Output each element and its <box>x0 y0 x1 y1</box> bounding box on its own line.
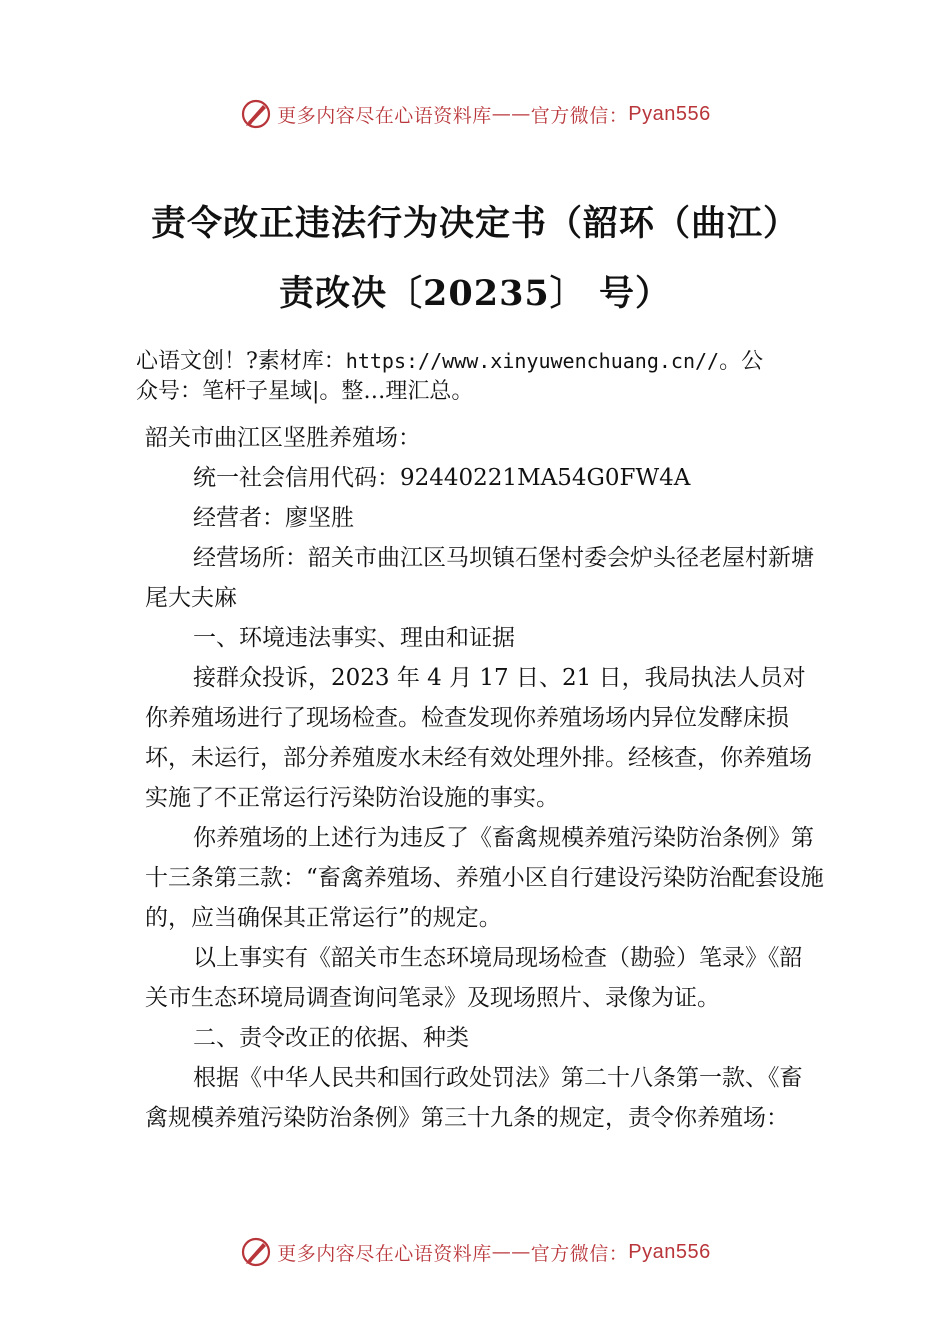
address: 经营场所：韶关市曲江区马坝镇石堡村委会炉头径老屋村新塘尾大夫麻 <box>145 545 814 611</box>
promo-suffix: 。公 <box>719 349 764 374</box>
credit-code: 统一社会信用代码：92440221MA54G0FW4A <box>193 465 691 491</box>
watermark-text: 更多内容尽在心语资料库 <box>277 104 492 127</box>
section2-paragraph1: 根据《中华人民共和国行政处罚法》第二十八条第一款、《畜禽规模养殖污染防治条例》第三十九条的规定，责令你养殖场： <box>145 1065 803 1131</box>
watermark-id: Pyan556 <box>628 102 711 125</box>
promo-url: https://www.xinyuwenchuang.cn// <box>345 349 720 373</box>
promo-line1 <box>136 346 836 377</box>
watermark-label: 官方微信： <box>530 104 629 127</box>
section2-heading: 二、责令改正的依据、种类 <box>193 1025 469 1051</box>
watermark-dash: —— <box>491 103 531 125</box>
recipient: 韶关市曲江区坚胜养殖场： <box>145 425 421 451</box>
watermark-text: 更多内容尽在心语资料库 <box>277 1242 492 1265</box>
section1-paragraph2: 你养殖场的上述行为违反了《畜禽规模养殖污染防治条例》第十三条第三款：“畜禽养殖场、养殖小区自行建设污染防治配套设施的，应当确保其正常运行”的规定。 <box>145 825 824 931</box>
quill-pen-icon <box>239 97 273 131</box>
document-title-line1: 责令改正违法行为决定书（韶环（曲江） <box>150 203 799 244</box>
watermark-header <box>0 94 950 134</box>
watermark-dash: —— <box>491 1241 531 1263</box>
quill-pen-icon <box>239 1235 273 1269</box>
document-title-line2: 责改决〔20235〕 号） <box>279 273 671 314</box>
promo-prefix: 心语文创！?素材库： <box>136 349 346 374</box>
section1-paragraph3: 以上事实有《韶关市生态环境局现场检查（勘验）笔录》《韶关市生态环境局调查询问笔录》及现场照片、录像为证。 <box>145 945 803 1011</box>
operator: 经营者：廖坚胜 <box>193 505 354 531</box>
section1-heading: 一、环境违法事实、理由和证据 <box>193 625 515 651</box>
watermark-footer <box>0 1232 950 1272</box>
watermark-id: Pyan556 <box>628 1240 711 1263</box>
document-body <box>145 418 825 1138</box>
section1-paragraph1: 接群众投诉，2023 年 4 月 17 日、21 日，我局执法人员对你养殖场进行了现场检查。检查发现你养殖场场内异位发酵床损坏，未运行，部分养殖废水未经有效处理外排。经核查，你养殖场实施了不正常运行污染防治设施的事实。 <box>145 665 812 811</box>
watermark-label: 官方微信： <box>530 1242 629 1265</box>
promo-line2: 众号：笔杆子星域|。整…理汇总。 <box>136 379 474 404</box>
promo-text <box>136 346 836 407</box>
